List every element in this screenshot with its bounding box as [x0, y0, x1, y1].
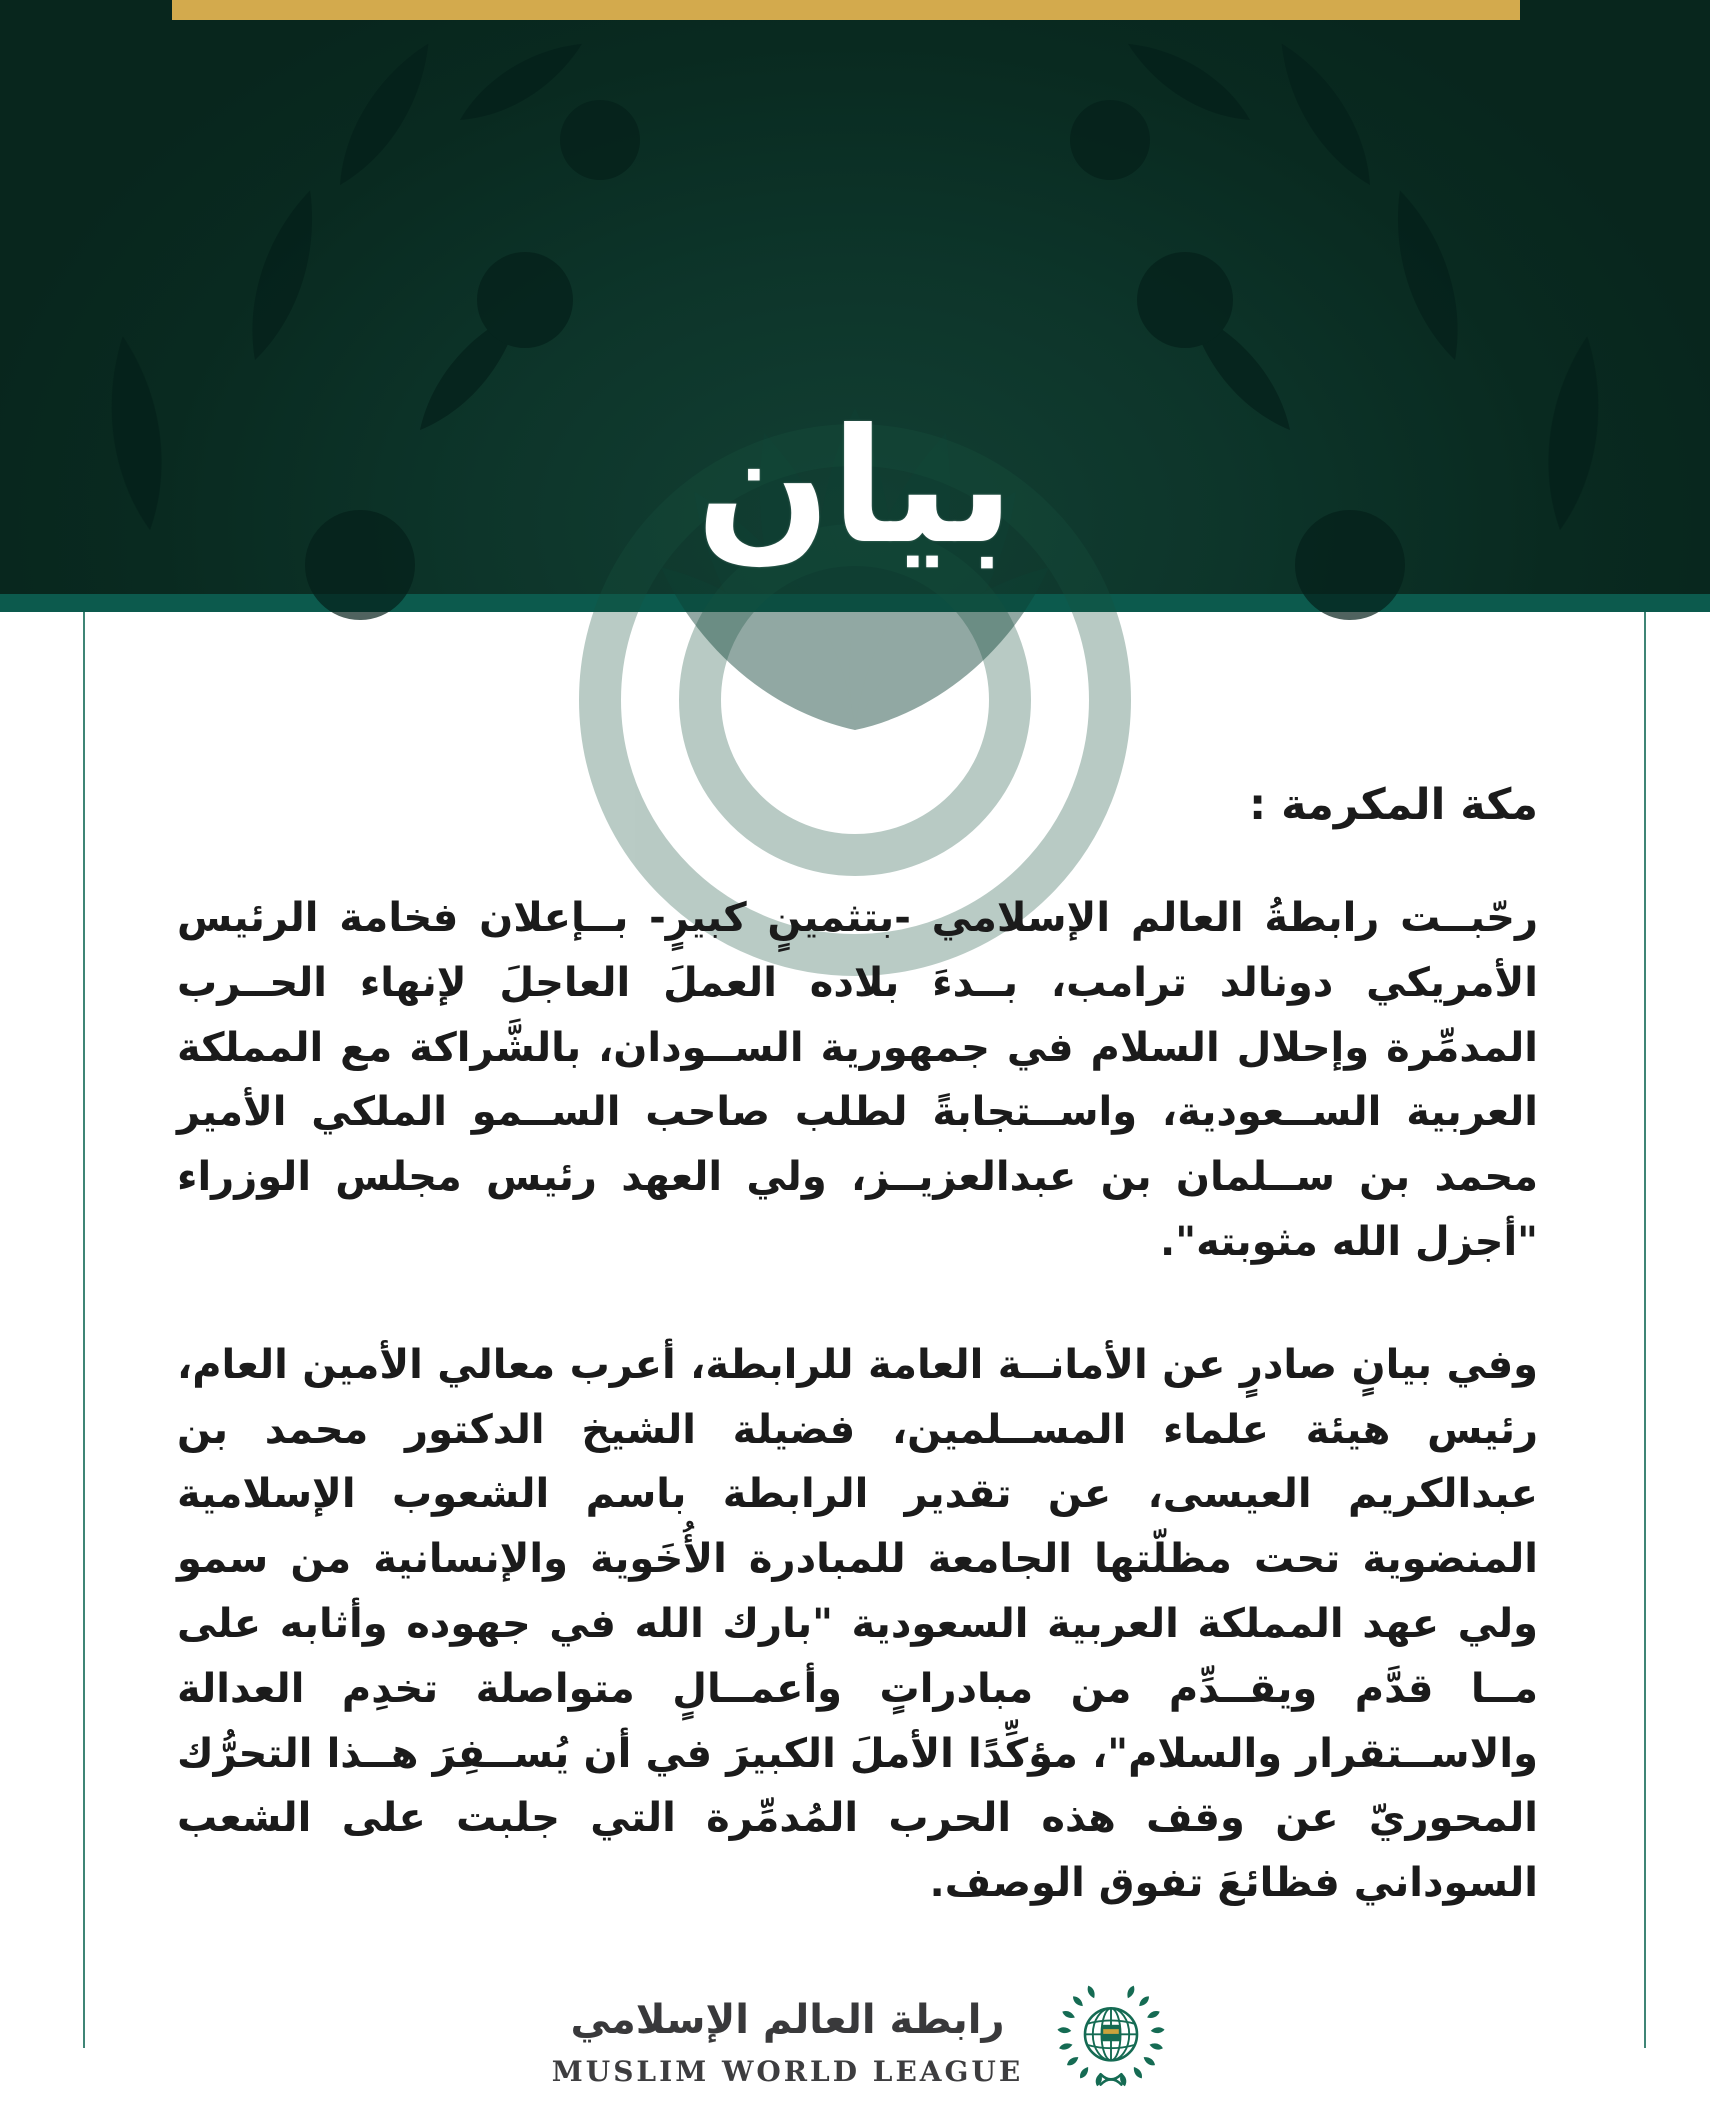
right-frame-line: [1644, 612, 1646, 2048]
statement-paragraph-1: رحّبــت رابطةُ العالم الإسلامي -بتثمينٍ كبيرٍ- بــإعلان فخامة الرئيس الأمريكي دونالد ترامب، بــدءَ بلاده العملَ العاجلَ لإنهاء الحــرب المدمِّرة وإحلال السلام في جمهورية الســودان، بالشَّراكة مع المملكة العربية الســعودية، واســتجابةً لطلب صاحب الســمو الملكي الأمير محمد بن ســلمان بن عبدالعزيــز، ولي العهد رئيس مجلس الوزراء "أجزل الله مثوبته".: [177, 895, 1538, 1265]
mwl-wreath-globe-icon: [1059, 1982, 1163, 2104]
logo-english-wordmark: MUSLIM WORLD LEAGUE: [551, 2055, 1024, 2089]
logo-arabic-calligraphy: رابطة العالم الإسلامي: [570, 1997, 1005, 2044]
mwl-logo: [177, 1982, 1538, 2104]
gold-accent-bar: [172, 0, 1520, 20]
mwl-logo-text-block: [552, 1997, 1023, 2088]
statement-body: [85, 612, 1642, 2089]
location-heading: مكة المكرمة :: [1248, 780, 1538, 830]
header-banner: [0, 0, 1710, 594]
statement-paragraph-2: وفي بيانٍ صادرٍ عن الأمانــة العامة للرابطة، أعرب معالي الأمين العام، رئيس هيئة علماء المســلمين، فضيلة الشيخ الدكتور محمد بن عبدالكريم العيسى، عن تقدير الرابطة باسم الشعوب الإسلامية المنضوية تحت مظلّتها الجامعة للمبادرة الأُخَوية والإنسانية من سمو ولي عهد المملكة العربية السعودية "بارك الله في جهوده وأثابه على مــا قدَّم ويقــدِّم من مبادراتٍ وأعمــالٍ متواصلة تخدِم العدالة والاســتقرار والسلام"، مؤكِّدًا الأملَ الكبيرَ في أن يُســفِرَ هــذا التحرُّك المحوريّ عن وقف هذه الحرب المُدمِّرة التي جلبت على الشعب السوداني فظائعَ تفوق الوصف.: [177, 1341, 1538, 1907]
statement-title-calligraphy: بيان: [695, 395, 1014, 579]
